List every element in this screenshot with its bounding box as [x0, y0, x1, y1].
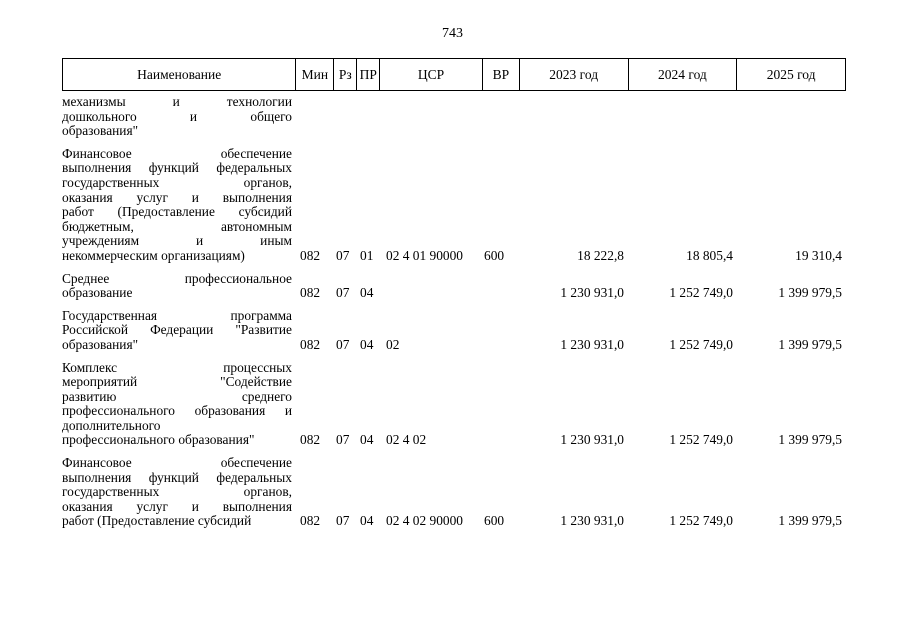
header-vr: ВР — [483, 59, 520, 90]
table-header — [62, 58, 846, 91]
row-name-line: государственных органов, — [62, 484, 292, 500]
table-body — [62, 95, 846, 537]
cell-min: 082 — [300, 432, 321, 448]
row-name-line: развитию среднего — [62, 388, 292, 404]
page-number: 743 — [442, 26, 463, 41]
cell-csr: 02 — [386, 336, 400, 352]
row-name-line: учреждениям и иным — [62, 233, 292, 249]
cell-vr: 600 — [484, 513, 505, 529]
cell-rz: 07 — [336, 336, 350, 352]
row-name-line: образования" — [62, 123, 139, 139]
row-name — [62, 456, 292, 529]
cell-min: 082 — [300, 336, 321, 352]
table-row — [62, 456, 846, 529]
cell-2025: 1 399 979,5 — [778, 432, 842, 448]
cell-2024: 18 805,4 — [686, 247, 733, 263]
header-pr: ПР — [357, 59, 380, 90]
cell-rz: 07 — [336, 285, 350, 301]
row-name-line: бюджетным, автономным — [62, 218, 292, 234]
cell-vr: 600 — [484, 247, 505, 263]
row-name — [62, 95, 292, 139]
row-name-line: оказания услуг и выполнения — [62, 189, 292, 205]
header-name: Наименование — [63, 59, 296, 90]
row-name-line: мероприятий "Содействие — [62, 374, 292, 390]
row-name-line: Комплекс процессных — [62, 359, 292, 375]
cell-2023: 1 230 931,0 — [560, 285, 624, 301]
header-2024: 2024 год — [629, 59, 738, 90]
cell-pr: 04 — [360, 513, 374, 529]
row-name — [62, 272, 292, 301]
header-csr: ЦСР — [380, 59, 483, 90]
row-name-line: механизмы и технологии — [62, 94, 292, 109]
row-name-line: дополнительного — [62, 417, 161, 433]
row-name-line: Среднее профессиональное — [62, 270, 292, 286]
row-name-line: некоммерческим организациям) — [62, 247, 245, 263]
cell-2023: 1 230 931,0 — [560, 336, 624, 352]
cell-csr: 02 4 02 90000 — [386, 513, 463, 529]
row-name-line: выполнения функций федеральных — [62, 160, 292, 176]
row-name-line: оказания услуг и выполнения — [62, 498, 292, 514]
cell-pr: 01 — [360, 247, 374, 263]
cell-2024: 1 252 749,0 — [669, 513, 733, 529]
row-name-line: работ (Предоставление субсидий — [62, 513, 252, 529]
row-name — [62, 147, 292, 264]
table-row — [62, 95, 846, 139]
header-2025: 2025 год — [766, 66, 816, 82]
table-row — [62, 361, 846, 449]
cell-min: 082 — [300, 513, 321, 529]
row-name-line: профессионального образования и — [62, 403, 292, 419]
row-name-line: Финансовое обеспечение — [62, 455, 292, 471]
header-2023: 2023 год — [520, 59, 629, 90]
cell-csr: 02 4 01 90000 — [386, 247, 463, 263]
header-min: Мин — [296, 59, 334, 90]
row-name — [62, 309, 292, 353]
header-rz: Рз — [334, 59, 357, 90]
cell-2025: 1 399 979,5 — [778, 285, 842, 301]
row-name-line: Российской Федерации "Развитие — [62, 322, 292, 338]
cell-2023: 1 230 931,0 — [560, 432, 624, 448]
row-name-line: государственных органов, — [62, 174, 292, 190]
cell-2024: 1 252 749,0 — [669, 432, 733, 448]
cell-min: 082 — [300, 247, 321, 263]
cell-2024: 1 252 749,0 — [669, 336, 733, 352]
row-name-line: Государственная программа — [62, 307, 292, 323]
table-row — [62, 309, 846, 353]
row-name — [62, 361, 292, 449]
cell-2025: 19 310,4 — [795, 247, 842, 263]
cell-min: 082 — [300, 285, 321, 301]
cell-pr: 04 — [360, 336, 374, 352]
row-name-line: выполнения функций федеральных — [62, 469, 292, 485]
row-name-line: работ (Предоставление субсидий — [62, 204, 292, 220]
cell-pr: 04 — [360, 432, 374, 448]
cell-csr: 02 4 02 — [386, 432, 427, 448]
cell-2023: 1 230 931,0 — [560, 513, 624, 529]
table-row — [62, 147, 846, 264]
cell-2025: 1 399 979,5 — [778, 513, 842, 529]
cell-pr: 04 — [360, 285, 374, 301]
row-name-line: образование — [62, 285, 133, 301]
cell-rz: 07 — [336, 513, 350, 529]
row-name-line: профессионального образования" — [62, 432, 255, 448]
row-name-line: дошкольного и общего — [62, 108, 292, 124]
cell-rz: 07 — [336, 432, 350, 448]
cell-2023: 18 222,8 — [577, 247, 624, 263]
row-name-line: Финансовое обеспечение — [62, 145, 292, 161]
row-name-line: образования" — [62, 336, 139, 352]
table-row — [62, 272, 846, 301]
cell-2025: 1 399 979,5 — [778, 336, 842, 352]
cell-2024: 1 252 749,0 — [669, 285, 733, 301]
cell-rz: 07 — [336, 247, 350, 263]
